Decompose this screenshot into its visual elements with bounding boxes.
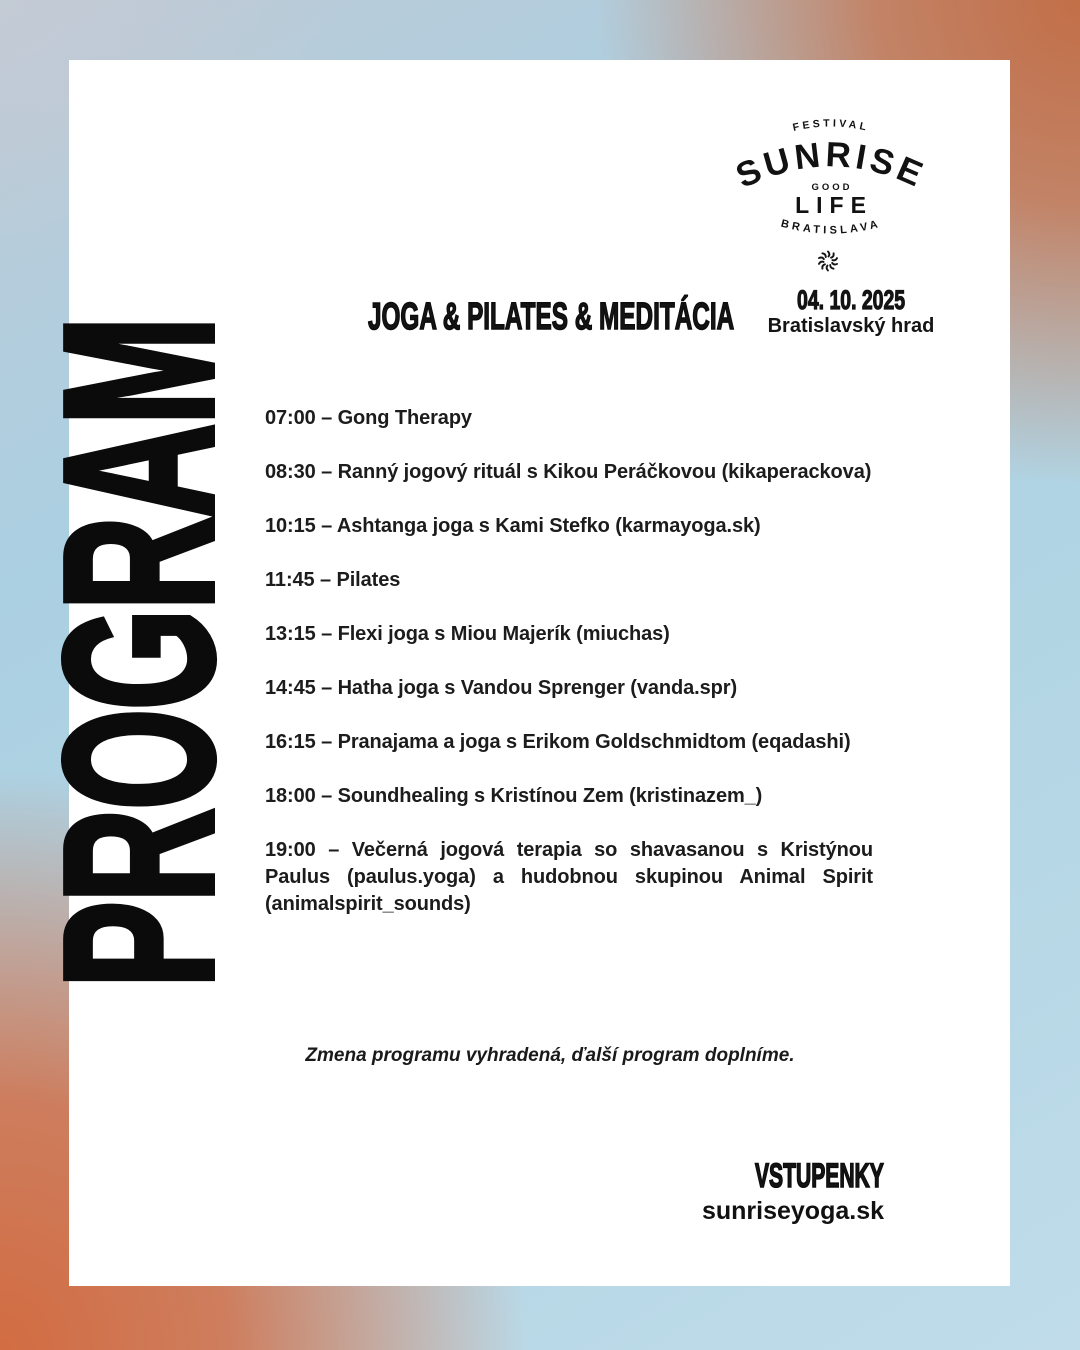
sun-swirl-icon <box>815 248 841 274</box>
logo-sunrise-text: SUNRISE <box>730 135 932 196</box>
page-title-text: JOGA & PILATES & MEDITÁCIA <box>367 296 735 338</box>
event-venue: Bratislavský hrad <box>767 315 935 337</box>
schedule-item: 08:30 – Ranný jogový rituál s Kikou Peráčkovou (kikaperackova) <box>265 461 872 483</box>
tickets-heading <box>676 1158 884 1194</box>
logo-good-text: GOOD <box>811 182 853 193</box>
schedule-item: 07:00 – Gong Therapy <box>265 407 472 429</box>
logo-life-text: LIFE <box>795 192 873 218</box>
svg-text:FESTIVAL <box>792 117 871 133</box>
logo-svg <box>721 105 941 245</box>
event-date-text: 04. 10. 2025 <box>796 285 906 315</box>
poster-sheet <box>20 60 1010 1286</box>
svg-text:BRATISLAVA <box>780 218 883 237</box>
tickets-website: sunriseyoga.sk <box>701 1197 884 1225</box>
tickets-heading-text: VSTUPENKY <box>755 1157 884 1195</box>
program-side-label-text: PROGRAM <box>20 318 257 988</box>
schedule-item: 18:00 – Soundhealing s Kristínou Zem (kristinazem_) <box>265 785 763 807</box>
program-note: Zmena programu vyhradená, ďalší program doplníme. <box>305 1045 795 1066</box>
program-side-label <box>20 318 257 988</box>
logo-festival-text: FESTIVAL <box>791 117 871 134</box>
schedule-item: 11:45 – Pilates <box>265 569 401 591</box>
page-title <box>265 298 765 336</box>
schedule-list <box>265 405 873 945</box>
sunrise-life-logo <box>721 105 941 245</box>
schedule-item: 10:15 – Ashtanga joga s Kami Stefko (karmayoga.sk) <box>265 515 761 537</box>
logo-bratislava-text: BRATISLAVA <box>779 217 883 237</box>
schedule-item: 14:45 – Hatha joga s Vandou Sprenger (vanda.spr) <box>265 677 738 699</box>
schedule-item: 13:15 – Flexi joga s Miou Majerík (miuchas) <box>265 623 670 645</box>
schedule-item: 16:15 – Pranajama a joga s Erikom Goldschmidtom (eqadashi) <box>265 731 851 753</box>
tickets-block <box>676 1158 884 1226</box>
schedule-item: 19:00 – Večerná jogová terapia so shavasanou s Kristýnou Paulus (paulus.yoga) a hudobnou skupinou Animal Spirit (animalspirit_sounds) <box>265 839 873 915</box>
